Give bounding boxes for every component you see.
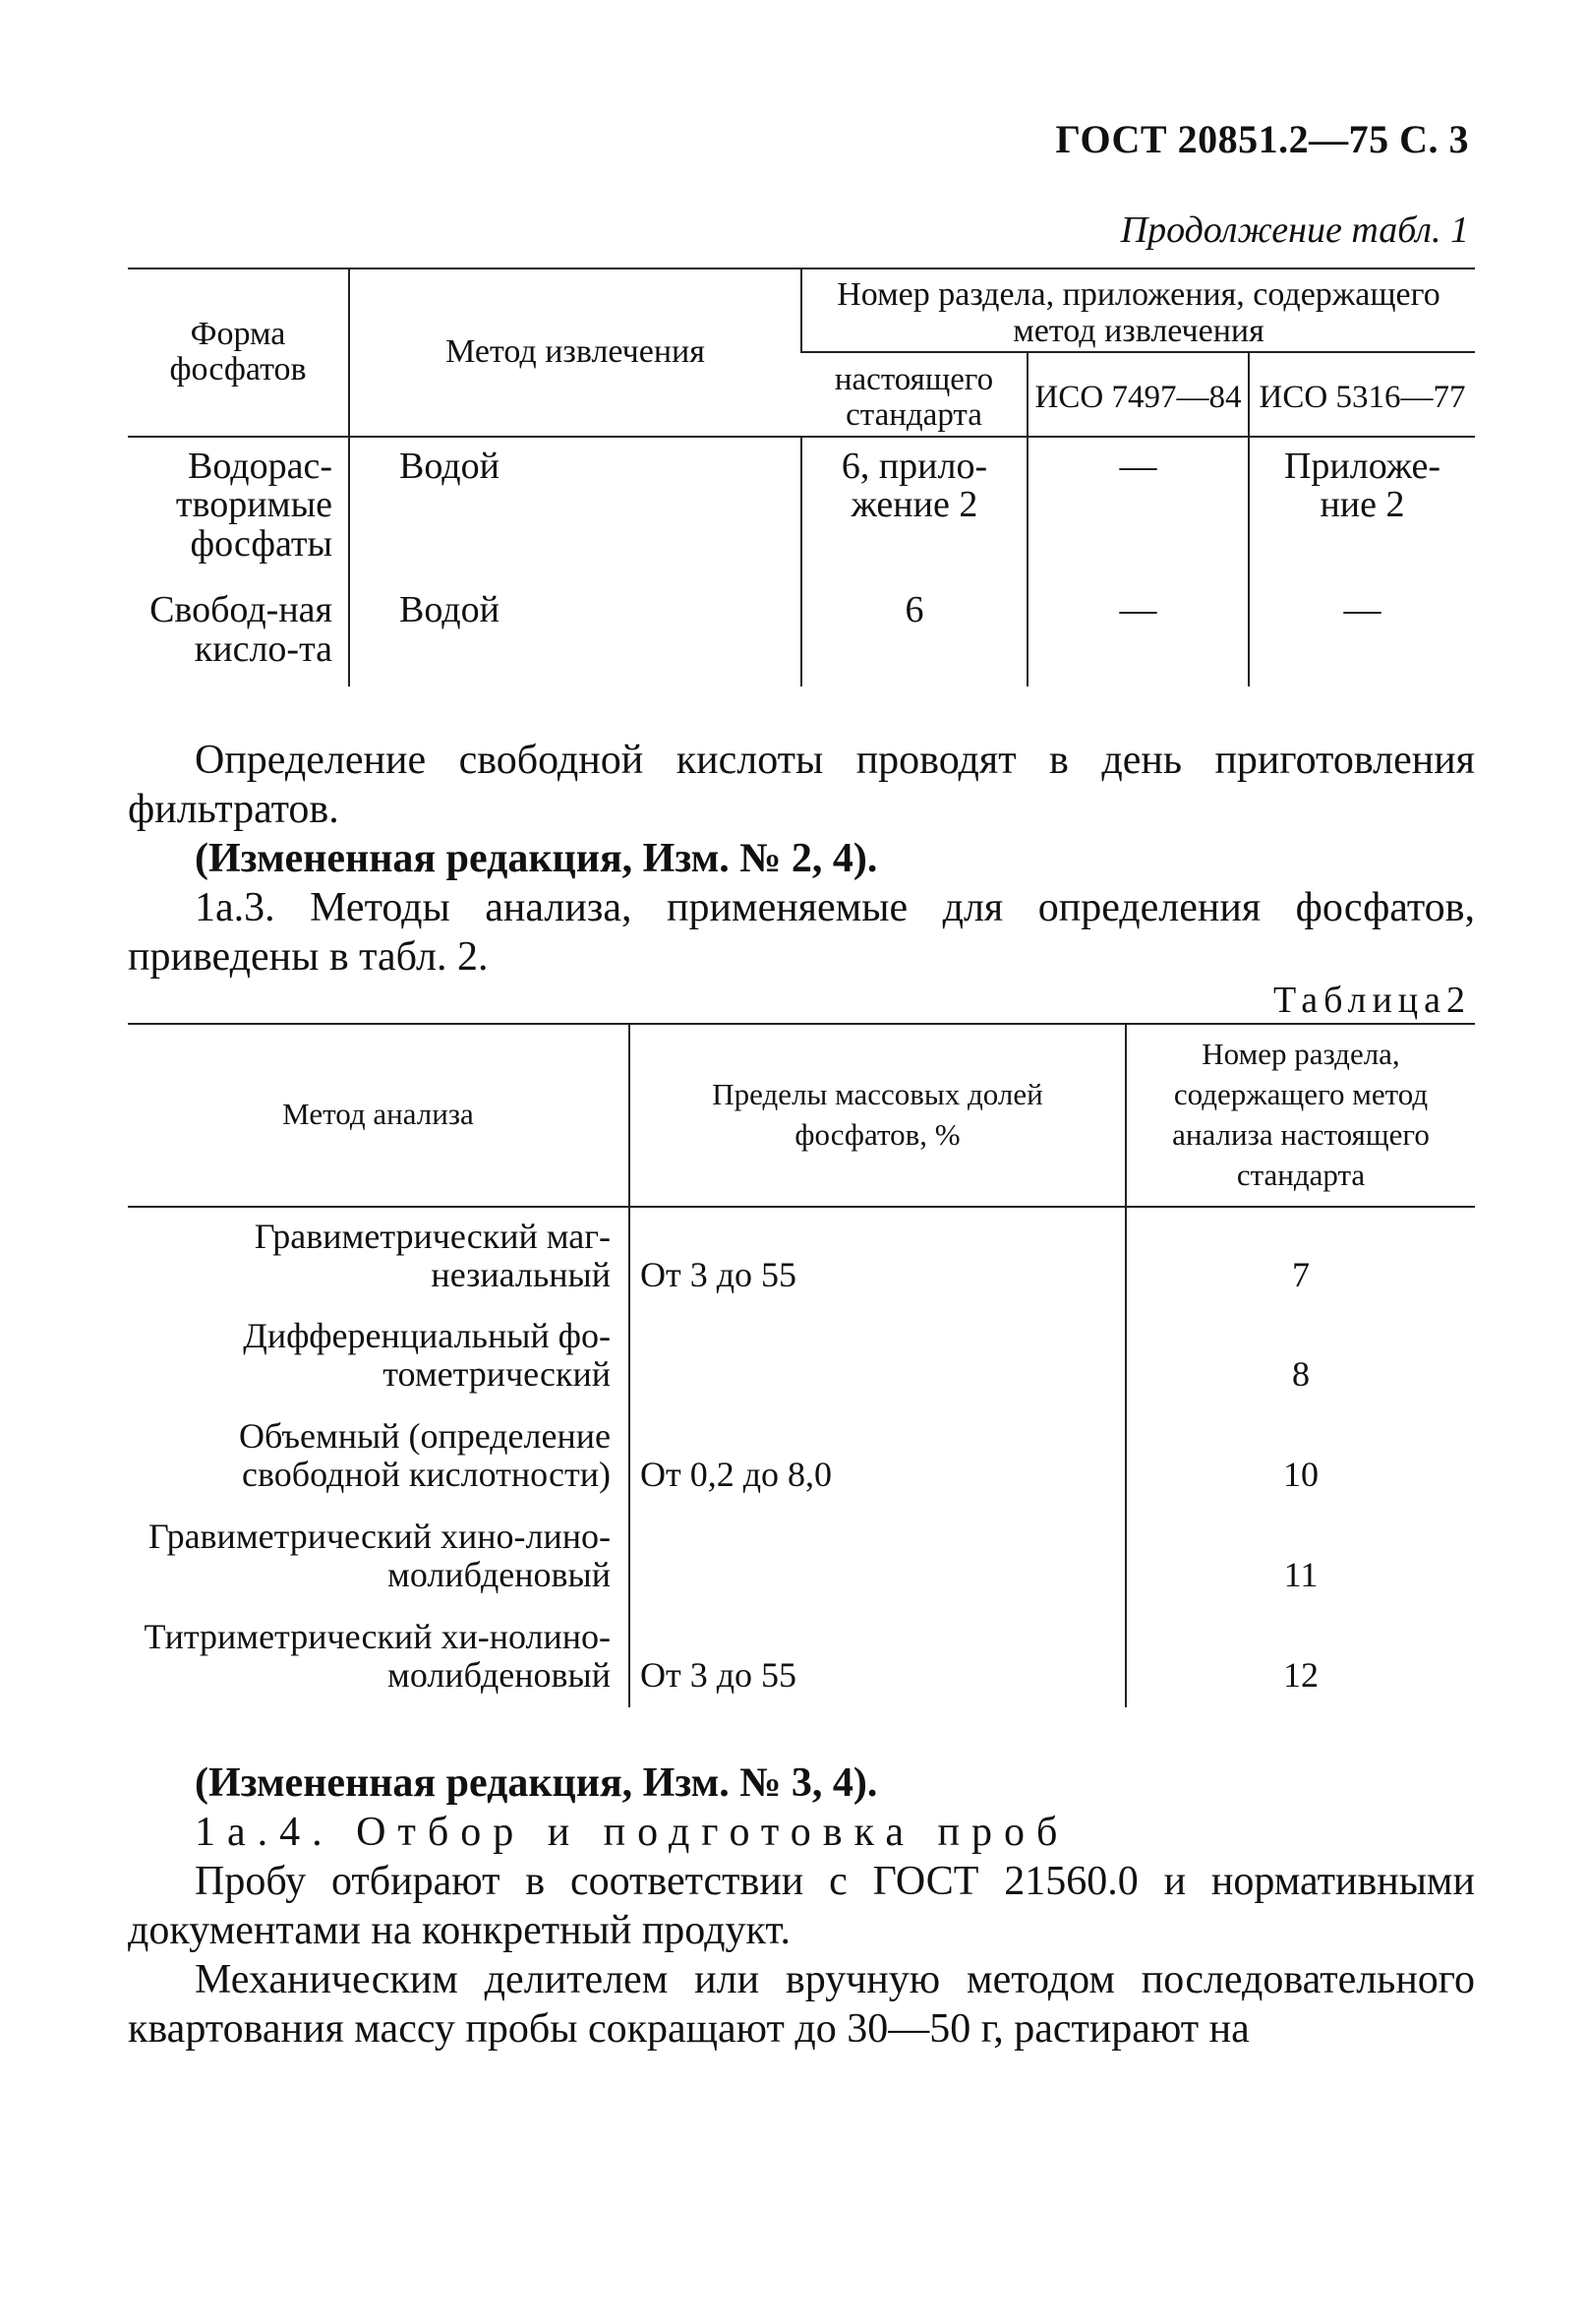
table-row [128,437,1475,582]
table-row [128,1307,1475,1407]
paragraph-revision-note-2: (Измененная редакция, Изм. № 3, 4). [195,1760,878,1806]
table2-cell-method: Гравиметрический хино-лино-молибденовый [148,1516,611,1594]
table-row [128,1407,1475,1508]
table1-col-method: Метод извлечения [349,268,801,437]
table1-cell-current: 6, прило-жение 2 [801,437,1028,582]
table2-cell-section: 7 [1126,1207,1475,1308]
table1-cell-current: 6 [801,581,1028,686]
table1-cell-form: Водорас-творимые фосфаты [175,445,332,565]
table1-cell-form: Свобод-ная кисло-та [149,589,332,670]
table2-cell-section: 8 [1126,1307,1475,1407]
table2-label: Таблица2 [1272,980,1471,1021]
table2-cell-section: 12 [1126,1608,1475,1708]
paragraph-revision-note-1: (Измененная редакция, Изм. № 2, 4). [195,836,878,881]
table2-cell-method: Титриметрический хи-нолино-молибденовый [144,1616,611,1695]
table1-col-group: Номер раздела, приложения, содержащего метод извлечения [801,268,1475,352]
table1-cell-iso1: — [1028,581,1249,686]
table2-cell-range: От 3 до 55 [629,1207,1126,1308]
section-heading-1a4: 1а.4. Отбор и подготовка проб [195,1810,1070,1855]
table-row [128,1207,1475,1308]
paragraph-sampling: Пробу отбирают в соответствии с ГОСТ 21560.0 и нормативными документами на конкретный продукт. [128,1859,1475,1953]
table1-cell-iso1: — [1028,437,1249,582]
table2-col-section: Номер раздела, содержащего метод анализа настоящего стандарта [1126,1024,1475,1207]
table1-sub-iso2: ИСО 5316—77 [1249,352,1475,436]
table2-cell-range [629,1508,1126,1608]
table2-cell-method: Дифференциальный фо-тометрический [243,1316,611,1395]
table2-cell-range: От 3 до 55 [629,1608,1126,1708]
table-row [128,1608,1475,1708]
table1-col-form: Форма фосфатов [128,268,349,437]
table2 [128,1023,1475,1707]
table-row [128,581,1475,686]
table1-sub-iso1: ИСО 7497—84 [1028,352,1249,436]
table1-cell-method: Водой [349,437,801,582]
table2-cell-range: От 0,2 до 8,0 [629,1407,1126,1508]
table2-cell-range [629,1307,1126,1407]
paragraph-free-acid: Определение свободной кислоты проводят в день приготовления фильтратов. [128,738,1475,832]
table1-cell-iso2: Приложе-ние 2 [1249,437,1475,582]
paragraph-section-1a3: 1а.3. Методы анализа, применяемые для определения фосфатов, приведены в табл. 2. [128,885,1475,980]
table2-col-method: Метод анализа [128,1024,629,1207]
table1-cell-iso2: — [1249,581,1475,686]
table-row [128,1508,1475,1608]
table1 [128,268,1475,686]
paragraph-quartering: Механическим делителем или вручную методом последовательного квартования массу пробы сокращают до 30—50 г, растирают на [128,1957,1475,2052]
table2-col-range: Пределы массовых долей фосфатов, % [629,1024,1126,1207]
table1-sub-current: настоящего стандарта [801,352,1028,436]
table2-cell-section: 11 [1126,1508,1475,1608]
table1-cell-method: Водой [349,581,801,686]
page-header: ГОСТ 20851.2—75 С. 3 [1055,117,1469,161]
table1-continuation-label: Продолжение табл. 1 [1120,209,1469,251]
table2-cell-method: Гравиметрический маг-незиальный [254,1216,611,1294]
table2-cell-method: Объемный (определение свободной кислотности) [238,1416,611,1494]
table2-cell-section: 10 [1126,1407,1475,1508]
